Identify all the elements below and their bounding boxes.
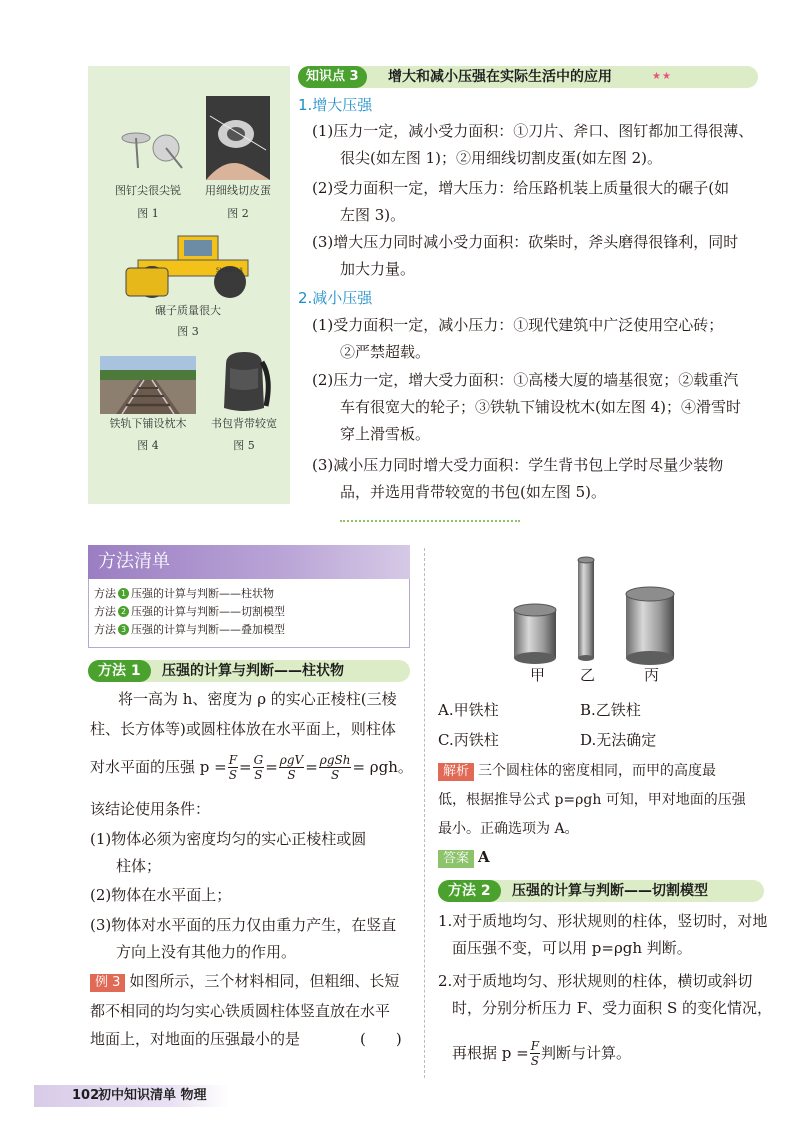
- method2-point2-line: 2.对于质地均匀、形状规则的柱体，横切或斜切: [438, 972, 753, 990]
- analysis-line2: 低，根据推导公式 p=ρgh 可知，甲对地面的压强: [438, 792, 746, 808]
- page-number: 102: [72, 1088, 100, 1103]
- cylinder-jia: [514, 610, 556, 658]
- formula-tail: = ρgh。: [352, 757, 413, 776]
- frac-denominator: S: [530, 1053, 539, 1068]
- fig1-caption: 图钉尖很尖锐: [115, 184, 181, 197]
- frac-denominator: S: [331, 767, 340, 782]
- increase-item-1-line: 很尖(如左图 1)；②用细线切割皮蛋(如左图 2)。: [340, 149, 663, 167]
- egg-cutting-figure: [206, 96, 270, 180]
- backpack-figure: [216, 348, 272, 414]
- increase-item-3-line: (3)增大压力同时减小受力面积：砍柴时，斧头磨得很锋利，同时: [312, 233, 739, 251]
- increase-item-1-line: (1)压力一定，减小受力面积：①刀片、斧口、图钉都加工得很薄、: [312, 122, 754, 140]
- kp3-pill: 知识点 3: [298, 66, 367, 88]
- condition-1: [90, 826, 366, 880]
- fig5-label: 图 5: [233, 439, 255, 452]
- decrease-item-3: [312, 452, 723, 506]
- example-tag: 例 3: [90, 974, 125, 992]
- option-a: A.甲铁柱: [438, 701, 499, 719]
- fig3-caption: 碾子质量很大: [155, 304, 221, 317]
- fig3-label: 图 3: [177, 325, 199, 338]
- method-number-icon: 1: [118, 588, 129, 599]
- frac-denominator: S: [228, 767, 237, 782]
- frac-numerator: G: [253, 752, 264, 767]
- condition-1-line: 柱体；: [116, 857, 162, 875]
- frac-denominator: S: [254, 767, 263, 782]
- condition-3: [90, 912, 396, 966]
- answer-parentheses: ( ): [360, 1030, 402, 1048]
- method-text: 压强的计算与判断——叠加模型: [131, 623, 285, 636]
- method2-title: 压强的计算与判断——切割模型: [512, 883, 708, 899]
- increase-item-1: [312, 118, 753, 172]
- option-b: B.乙铁柱: [580, 701, 641, 719]
- method2-point1-line: 面压强不变，可以用 p=ρgh 判断。: [452, 939, 692, 957]
- increase-item-2-line: (2)受力面积一定，增大压力：给压路机装上质量很大的碾子(如: [312, 179, 730, 197]
- increase-item-2: [312, 175, 729, 229]
- example3-line1: [90, 968, 399, 995]
- method2-point2: [438, 968, 772, 1022]
- cylinder-label: 乙: [580, 666, 596, 684]
- pressure-formula: 对水平面的压强 p = $\frac{F}{S}$ = $\frac{G}{S}$ = $\frac{\text{ρgV}}{S}$ = $\frac{\text{ρgSh}}{S}$ = ρgh。: [90, 752, 413, 782]
- condition-3-line: 方向上没有其他力的作用。: [116, 943, 297, 961]
- method2-point1-line: 1.对于质地均匀、形状规则的柱体，竖切时，对地: [438, 912, 768, 930]
- decrease-item-1: [312, 312, 723, 366]
- cylinder-yi: [578, 560, 594, 658]
- frac-numerator: ρgSh: [319, 752, 351, 767]
- section-divider: [340, 520, 520, 522]
- analysis-text: 三个圆柱体的密度相同，而甲的高度最: [478, 763, 717, 779]
- increase-pressure-heading: 1.增大压强: [298, 96, 373, 114]
- fraction: [279, 753, 304, 782]
- decrease-item-3-line: (3)减小压力同时增大受力面积：学生背书包上学时尽量少装物: [312, 456, 724, 474]
- book-title: 初中知识清单 物理: [98, 1088, 207, 1103]
- method-list-item: [94, 586, 274, 601]
- cylinder-label: 甲: [530, 666, 546, 684]
- method-prefix: 方法: [94, 587, 116, 600]
- figure-panel: [88, 66, 290, 504]
- decrease-pressure-heading: 2.减小压强: [298, 289, 373, 307]
- railroad-figure: [100, 356, 196, 414]
- increase-item-3: [312, 229, 738, 283]
- condition-3-line: (3)物体对水平面的压力仅由重力产生，在竖直: [90, 916, 397, 934]
- frac-denominator: S: [287, 767, 296, 782]
- method2-formula: [452, 1036, 631, 1070]
- roller-brand: SHANTUI: [216, 267, 243, 274]
- road-roller-figure: [118, 232, 258, 300]
- answer-row: [438, 844, 490, 871]
- column-divider: [424, 548, 425, 1078]
- condition-heading: 该结论使用条件：: [90, 800, 211, 818]
- method-prefix: 方法: [94, 605, 116, 618]
- example3-line3: 地面上，对地面的压强最小的是: [90, 1030, 301, 1048]
- frac-numerator: F: [228, 752, 238, 767]
- formula-lead: 对水平面的压强 p =: [90, 757, 227, 776]
- decrease-item-1-line: ②严禁超载。: [340, 343, 431, 361]
- increase-item-3-line: 加大力量。: [340, 260, 416, 278]
- condition-1-line: (1)物体必须为密度均匀的实心正棱柱或圆: [90, 830, 367, 848]
- method1-intro-line: 将一高为 h、密度为 ρ 的实心正棱柱(三棱: [118, 690, 397, 708]
- method1-title: 压强的计算与判断——柱状物: [162, 663, 344, 679]
- method-list-item: [94, 604, 285, 619]
- cylinder-label: 丙: [644, 666, 660, 684]
- fraction: [253, 753, 265, 782]
- analysis-tag: 解析: [438, 763, 474, 781]
- fig2-label: 图 2: [227, 207, 249, 220]
- method-text: 压强的计算与判断——柱状物: [131, 587, 274, 600]
- method2-point1: [438, 908, 767, 962]
- method1-pill: 方法 1: [88, 660, 151, 682]
- method2-pill: 方法 2: [438, 880, 501, 902]
- formula-lead: 再根据 p =: [452, 1043, 529, 1062]
- kp3-title: 增大和减小压强在实际生活中的应用: [388, 69, 612, 85]
- formula-tail: 判断与计算。: [541, 1043, 632, 1062]
- frac-numerator: F: [530, 1038, 540, 1053]
- method-text: 压强的计算与判断——切割模型: [131, 605, 285, 618]
- fig5-caption: 书包背带较宽: [211, 417, 277, 430]
- decrease-item-1-line: (1)受力面积一定，减小压力：①现代建筑中广泛使用空心砖；: [312, 316, 724, 334]
- fraction: [530, 1039, 540, 1068]
- cylinder-bing: [626, 594, 674, 658]
- analysis-line3: 最小。正确选项为 A。: [438, 821, 579, 837]
- method-number-icon: 3: [118, 624, 129, 635]
- answer-tag: 答案: [438, 850, 474, 868]
- increase-item-2-line: 左图 3)。: [340, 206, 406, 224]
- condition-2: (2)物体在水平面上；: [90, 886, 232, 904]
- method-prefix: 方法: [94, 623, 116, 636]
- method-list-title: 方法清单: [98, 551, 170, 572]
- decrease-item-3-line: 品，并选用背带较宽的书包(如左图 5)。: [340, 483, 607, 501]
- decrease-item-2-line: 穿上滑雪板。: [340, 425, 431, 443]
- method-list-item: [94, 622, 285, 637]
- thumbtack-figure: [108, 106, 188, 176]
- method2-point2-line: 时，分别分析压力 F、受力面积 S 的变化情况，: [452, 999, 772, 1017]
- analysis-line1: [438, 758, 716, 785]
- fraction: [228, 753, 238, 782]
- option-c: C.丙铁柱: [438, 731, 499, 749]
- method-number-icon: 2: [118, 606, 129, 617]
- decrease-item-2: [312, 367, 741, 448]
- frac-numerator: ρgV: [279, 752, 304, 767]
- answer-value: A: [478, 848, 490, 866]
- method1-intro-line: 柱、长方体等)或圆柱体放在水平面上，则柱体: [90, 720, 396, 738]
- difficulty-stars-icon: ★★: [652, 71, 672, 82]
- fig4-caption: 铁轨下铺设枕木: [109, 417, 187, 430]
- fraction: [319, 753, 352, 782]
- example3-line2: 都不相同的均匀实心铁质圆柱体竖直放在水平: [90, 1002, 391, 1020]
- fig2-caption: 用细线切皮蛋: [205, 184, 271, 197]
- option-d: D.无法确定: [580, 731, 657, 749]
- decrease-item-2-line: 车有很宽大的轮子；③铁轨下铺设枕木(如左图 4)；④滑雪时: [340, 398, 742, 416]
- decrease-item-2-line: (2)压力一定，增大受力面积：①高楼大厦的墙基很宽；②载重汽: [312, 371, 739, 389]
- fig4-label: 图 4: [137, 439, 159, 452]
- example3-text: 如图所示，三个材料相同，但粗细、长短: [129, 972, 400, 990]
- fig1-label: 图 1: [137, 207, 159, 220]
